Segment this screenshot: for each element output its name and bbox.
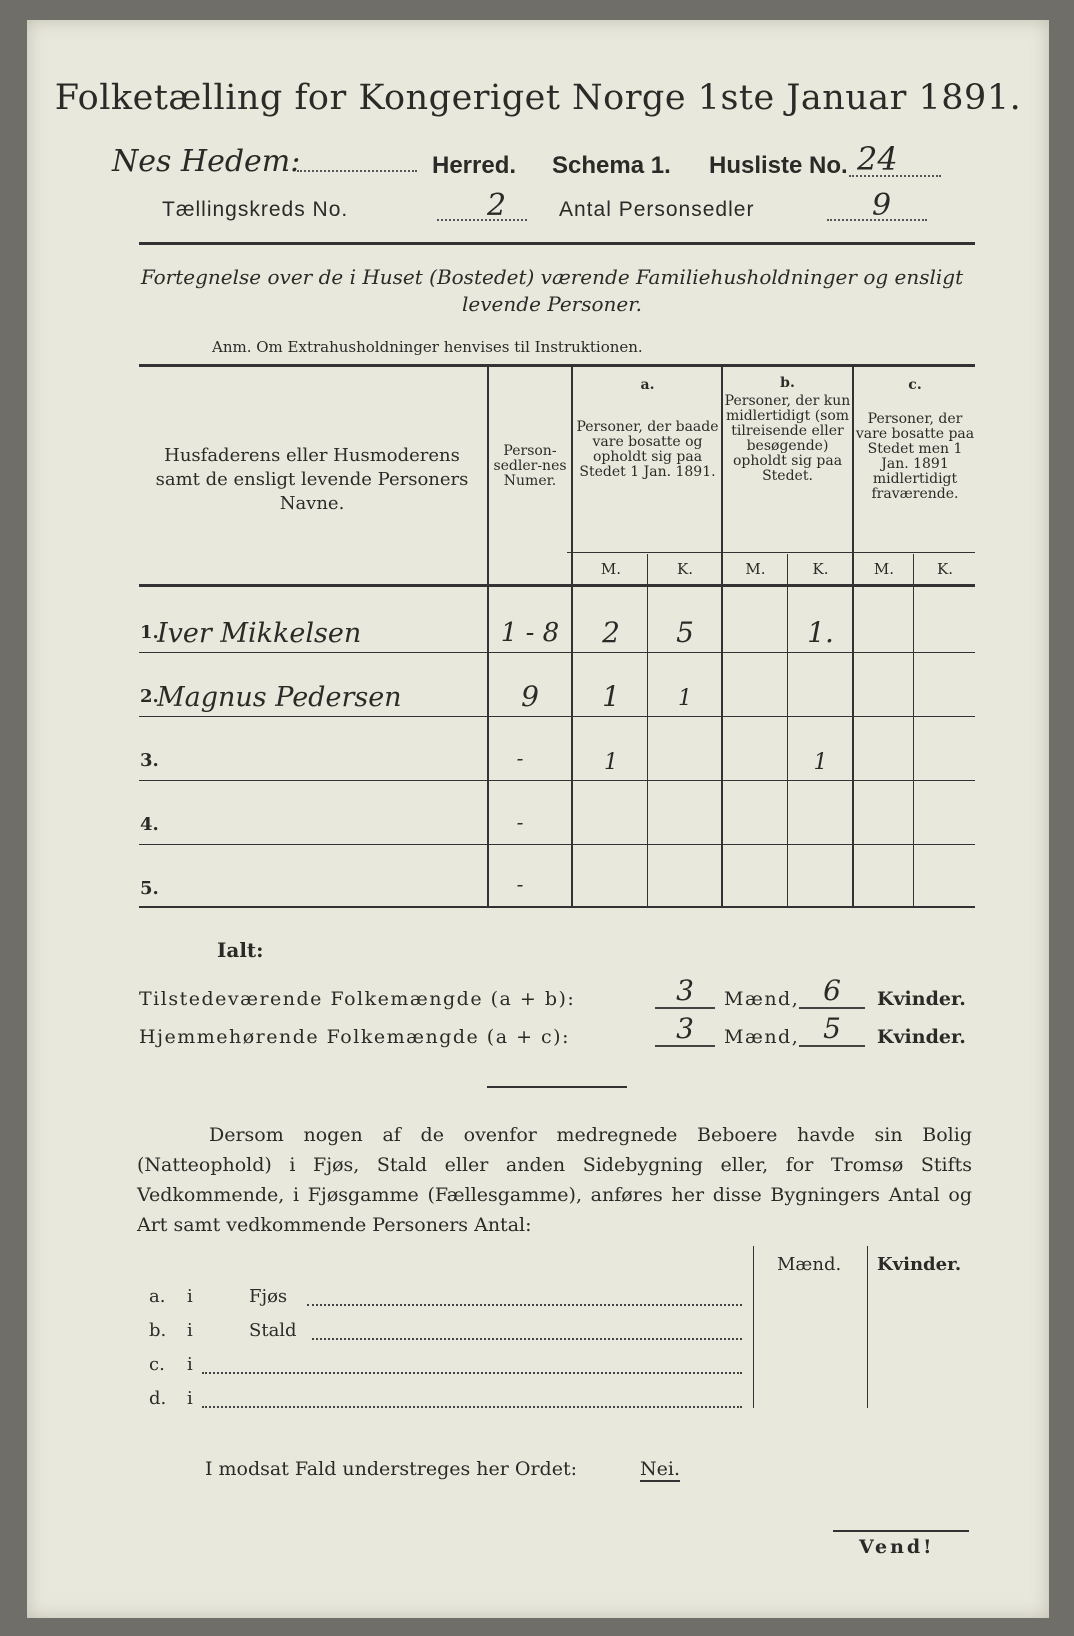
col-header-numer: Person-sedler-nes Numer.	[493, 443, 567, 489]
col-c-letter: c.	[908, 377, 922, 393]
c-k-label: K.	[937, 560, 953, 578]
row-numer: -	[516, 872, 524, 896]
separator-rule	[487, 1086, 627, 1088]
anm-note: Anm. Om Extrahusholdninger henvises til Instruktionen.	[212, 338, 643, 356]
a-m-label: M.	[600, 560, 622, 578]
header-rule	[139, 242, 975, 245]
hjemme-kvinder-word: Kvinder.	[877, 1026, 966, 1048]
hjemme-maend-word: Mænd,	[724, 1026, 800, 1048]
building-row-i: i	[187, 1354, 193, 1375]
tilstede-maend: 3	[655, 974, 715, 1009]
col-header-b: Personer, der kun midlertidigt (som tilreisende eller besøgende) opholdt sig paa Stedet.	[724, 393, 851, 484]
row-number: 2.	[140, 686, 159, 707]
building-row-dots	[202, 1372, 742, 1374]
taellingskreds-label: Tællingskreds No.	[162, 198, 349, 221]
herred-name: Nes Hedem:	[112, 144, 301, 179]
herred-dots	[297, 170, 417, 172]
col-divider-c-mk	[913, 554, 914, 906]
building-row-letter: c.	[149, 1354, 165, 1375]
antal-label: Antal Personsedler	[559, 198, 755, 221]
c-m-label: M.	[873, 560, 895, 578]
col-divider-b-mk	[787, 554, 788, 906]
husliste-label: Husliste No.	[709, 152, 848, 179]
building-row-name: Fjøs	[249, 1286, 288, 1307]
row-rule-2	[139, 716, 975, 717]
building-kvinder-header: Kvinder.	[877, 1254, 962, 1275]
row-rule-1	[139, 652, 975, 653]
antal-value: 9	[872, 188, 892, 223]
form-title: Folketælling for Kongeriget Norge 1ste Januar 1891.	[54, 78, 1022, 118]
b-m-label: M.	[745, 560, 766, 578]
row-numer: 1 - 8	[500, 618, 560, 648]
building-row-name: Stald	[249, 1320, 297, 1341]
mk-top-rule	[567, 552, 975, 553]
schema-label: Schema 1.	[552, 152, 671, 179]
modsat-text: I modsat Fald understreges her Ordet:	[205, 1458, 577, 1480]
col-b-letter: b.	[780, 375, 795, 391]
building-row-dots	[312, 1338, 742, 1340]
row-rule-4	[139, 844, 975, 845]
building-row-dots	[202, 1406, 742, 1408]
herred-label: Herred.	[432, 152, 517, 179]
b-k-label: K.	[812, 560, 829, 578]
building-row-letter: a.	[149, 1286, 166, 1307]
table-top-rule	[139, 364, 975, 367]
row-name: Iver Mikkelsen	[157, 618, 362, 649]
form-subtitle: Fortegnelse over de i Huset (Bostedet) værende Familiehusholdninger og ensligt levende Personer.	[140, 265, 964, 316]
row-number: 1.	[140, 622, 159, 643]
row-number: 5.	[140, 878, 159, 899]
row-numer: -	[516, 746, 524, 770]
row-number: 3.	[140, 750, 159, 771]
row-a-m: 1	[602, 680, 620, 713]
vend-text: Vend!	[859, 1536, 935, 1558]
row-a-k: 1	[604, 750, 618, 775]
row-b-k: 1.	[807, 616, 834, 649]
nei-word: Nei.	[640, 1458, 680, 1480]
col-header-names: Husfaderens eller Husmoderens samt de ensligt levende Personers Navne.	[155, 445, 469, 514]
col-divider-3	[721, 364, 723, 908]
row-numer: -	[516, 810, 524, 834]
row-b-k: 1	[813, 750, 828, 775]
husliste-dots	[849, 175, 941, 177]
col-divider-4	[852, 364, 854, 908]
census-form-page	[27, 20, 1049, 1618]
col-divider-1	[487, 364, 489, 908]
tilstede-label: Tilstedeværende Folkemængde (a + b):	[139, 988, 576, 1010]
row-a-k: 1	[678, 686, 692, 711]
building-maend-header: Mænd.	[777, 1254, 842, 1275]
row-number: 4.	[140, 814, 159, 835]
building-row-i: i	[187, 1320, 193, 1341]
tilstede-maend-word: Mænd,	[724, 988, 800, 1010]
antal-dots	[827, 219, 927, 221]
hjemme-maend: 3	[655, 1012, 715, 1047]
husliste-number: 24	[857, 140, 898, 178]
taellingskreds-dots	[437, 219, 527, 221]
col-header-a: Personer, der baade vare bosatte og opholdt sig paa Stedet 1 Jan. 1891.	[576, 419, 719, 480]
building-row-letter: d.	[149, 1388, 167, 1409]
building-row-i: i	[187, 1388, 193, 1409]
row-name: Magnus Pedersen	[157, 682, 402, 713]
row-rule-3	[139, 780, 975, 781]
table-header-rule	[139, 584, 975, 587]
vend-rule	[833, 1530, 969, 1532]
col-divider-a-mk	[647, 554, 648, 906]
col-divider-2	[571, 364, 573, 908]
building-row-i: i	[187, 1286, 193, 1307]
table-bottom-rule	[139, 906, 975, 908]
hjemme-label: Hjemmehørende Folkemængde (a + c):	[139, 1026, 570, 1048]
hjemme-kvinder: 5	[799, 1012, 865, 1047]
a-k-label: K.	[677, 560, 693, 578]
sidebygning-paragraph: Dersom nogen af de ovenfor medregnede Beboere havde sin Bolig (Natteophold) i Fjøs, Stald eller anden Sidebygning eller, for Tromsø Stifts Vedkommende, i Fjøsgamme (Fællesgamme), anføres her disse Bygningers Antal og Art samt vedkommende Personers Antal:	[137, 1124, 972, 1236]
tilstede-kvinder-word: Kvinder.	[877, 988, 966, 1010]
row-a-k: 5	[676, 616, 694, 649]
building-row-letter: b.	[149, 1320, 167, 1341]
building-row-dots	[307, 1304, 742, 1306]
col-header-c: Personer, der vare bosatte paa Stedet men 1 Jan. 1891 midlertidigt fraværende.	[855, 411, 975, 502]
ialt-label: Ialt:	[217, 938, 264, 962]
tilstede-kvinder: 6	[799, 974, 865, 1009]
building-divider-2	[867, 1246, 868, 1408]
building-divider-1	[753, 1246, 754, 1408]
row-numer: 9	[521, 680, 539, 713]
row-a-m: 2	[602, 616, 620, 649]
taellingskreds-number: 2	[487, 188, 507, 223]
col-a-letter: a.	[640, 377, 655, 393]
